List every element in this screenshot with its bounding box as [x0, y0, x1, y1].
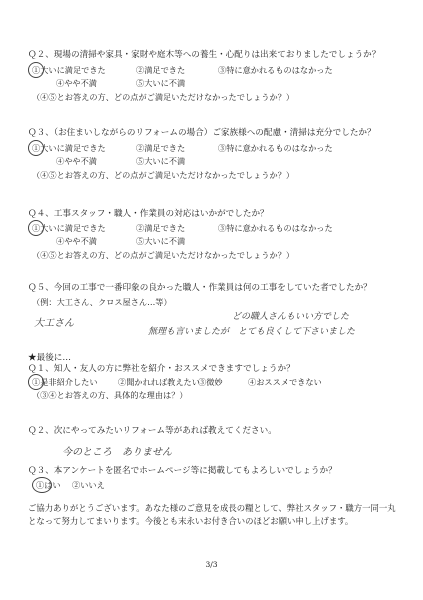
final-q2-question: Ｑ２、次にやってみたいリフォーム等があれば教えてください。	[28, 426, 277, 436]
q4-option-4: ④やや不満	[56, 236, 97, 246]
q2-option-3: ③特に意かれるものはなかった	[218, 65, 333, 75]
q3-option-2: ②満足できた	[136, 143, 186, 153]
q3-selected-circle	[28, 140, 44, 156]
q4-option-1: ①大いに満足できた	[32, 223, 106, 233]
q5-answer-right-1: どの職人さんもいい方でした	[232, 312, 350, 322]
q2-selected-circle	[28, 62, 44, 78]
page-number: 3/3	[205, 560, 218, 569]
q2-question: Ｑ２、現場の清掃や家具・家財や庭木等への養生・心配りは出来ておりましたでしょうか？	[28, 50, 381, 60]
q2-followup: （④⑤とお答えの方、どの点がご満足いただけなかったでしょうか？）	[32, 92, 295, 102]
q3-option-4: ④やや不満	[56, 156, 97, 166]
final-q3-option-1: ①はい	[36, 480, 61, 490]
final-q2-answer: 今のところ ありません	[62, 447, 172, 458]
q4-question: Ｑ４、工事スタッフ・職人・作業員の対応はいかがでしたか？	[28, 209, 269, 219]
thanks-message: ご協力ありがとうございます。あなた様のご意見を成長の糧として、弊社スタッフ・職方一同一丸となって努力してまいります。今後とも末永いお付き合いのほどお願い申し上げます。	[28, 503, 396, 526]
final-q3-question: Ｑ３、本アンケートを匿名でホームページ等に掲載してもよろしいでしょうか？	[28, 466, 337, 476]
final-q1-option-1: ①是非紹介したい	[32, 377, 98, 387]
q3-question: Ｑ３、（お住まいしながらのリフォームの場合）ご家族様への配慮・清掃は充分でしたか？	[28, 128, 376, 138]
q2-option-5: ⑤大いに不満	[136, 78, 186, 88]
final-q1-option-3: ③微妙	[198, 377, 223, 387]
q3-option-1: ①大いに満足できた	[32, 143, 106, 153]
q5-question: Ｑ５、今回の工事で一番印象の良かった職人・作業員は何の工事をしていた者でしたか？	[28, 283, 372, 293]
final-q1-followup: （③④とお答えの方、具体的な理由は？）	[32, 390, 188, 400]
q2-option-1: ①大いに満足できた	[32, 65, 106, 75]
q3-option-5: ⑤大いに不満	[136, 156, 186, 166]
final-q1-option-4: ④おススメできない	[248, 377, 322, 387]
final-q3-option-2: ②いいえ	[72, 480, 105, 490]
q4-followup: （④⑤とお答えの方、どの点がご満足いただけなかったでしょうか？）	[32, 250, 295, 260]
q4-option-2: ②満足できた	[136, 223, 186, 233]
final-q3-selected-circle	[32, 477, 52, 493]
q3-option-3: ③特に意かれるものはなかった	[218, 143, 333, 153]
q5-answer-left: 大工さん	[34, 318, 74, 329]
final-header: ★最後に…	[28, 353, 71, 363]
q5-example: （例：大工さん、クロス屋さん…等）	[32, 297, 172, 307]
q4-option-3: ③特に意かれるものはなかった	[218, 223, 333, 233]
final-q1-question: Ｑ１、知人・友人の方に弊社を紹介・おススメできますでしょうか？	[28, 364, 295, 374]
q5-answer-right-2: 無理も言いましたが とても良くして下さいました	[148, 327, 356, 337]
q2-option-4: ④やや不満	[56, 78, 97, 88]
q4-option-5: ⑤大いに不満	[136, 236, 186, 246]
final-q1-selected-circle	[28, 374, 44, 390]
q3-followup: （④⑤とお答えの方、どの点がご満足いただけなかったでしょうか？）	[32, 170, 295, 180]
final-q1-option-2: ②聞かれれば教えたい	[118, 377, 200, 387]
q4-selected-circle	[28, 220, 44, 236]
q2-option-2: ②満足できた	[136, 65, 186, 75]
